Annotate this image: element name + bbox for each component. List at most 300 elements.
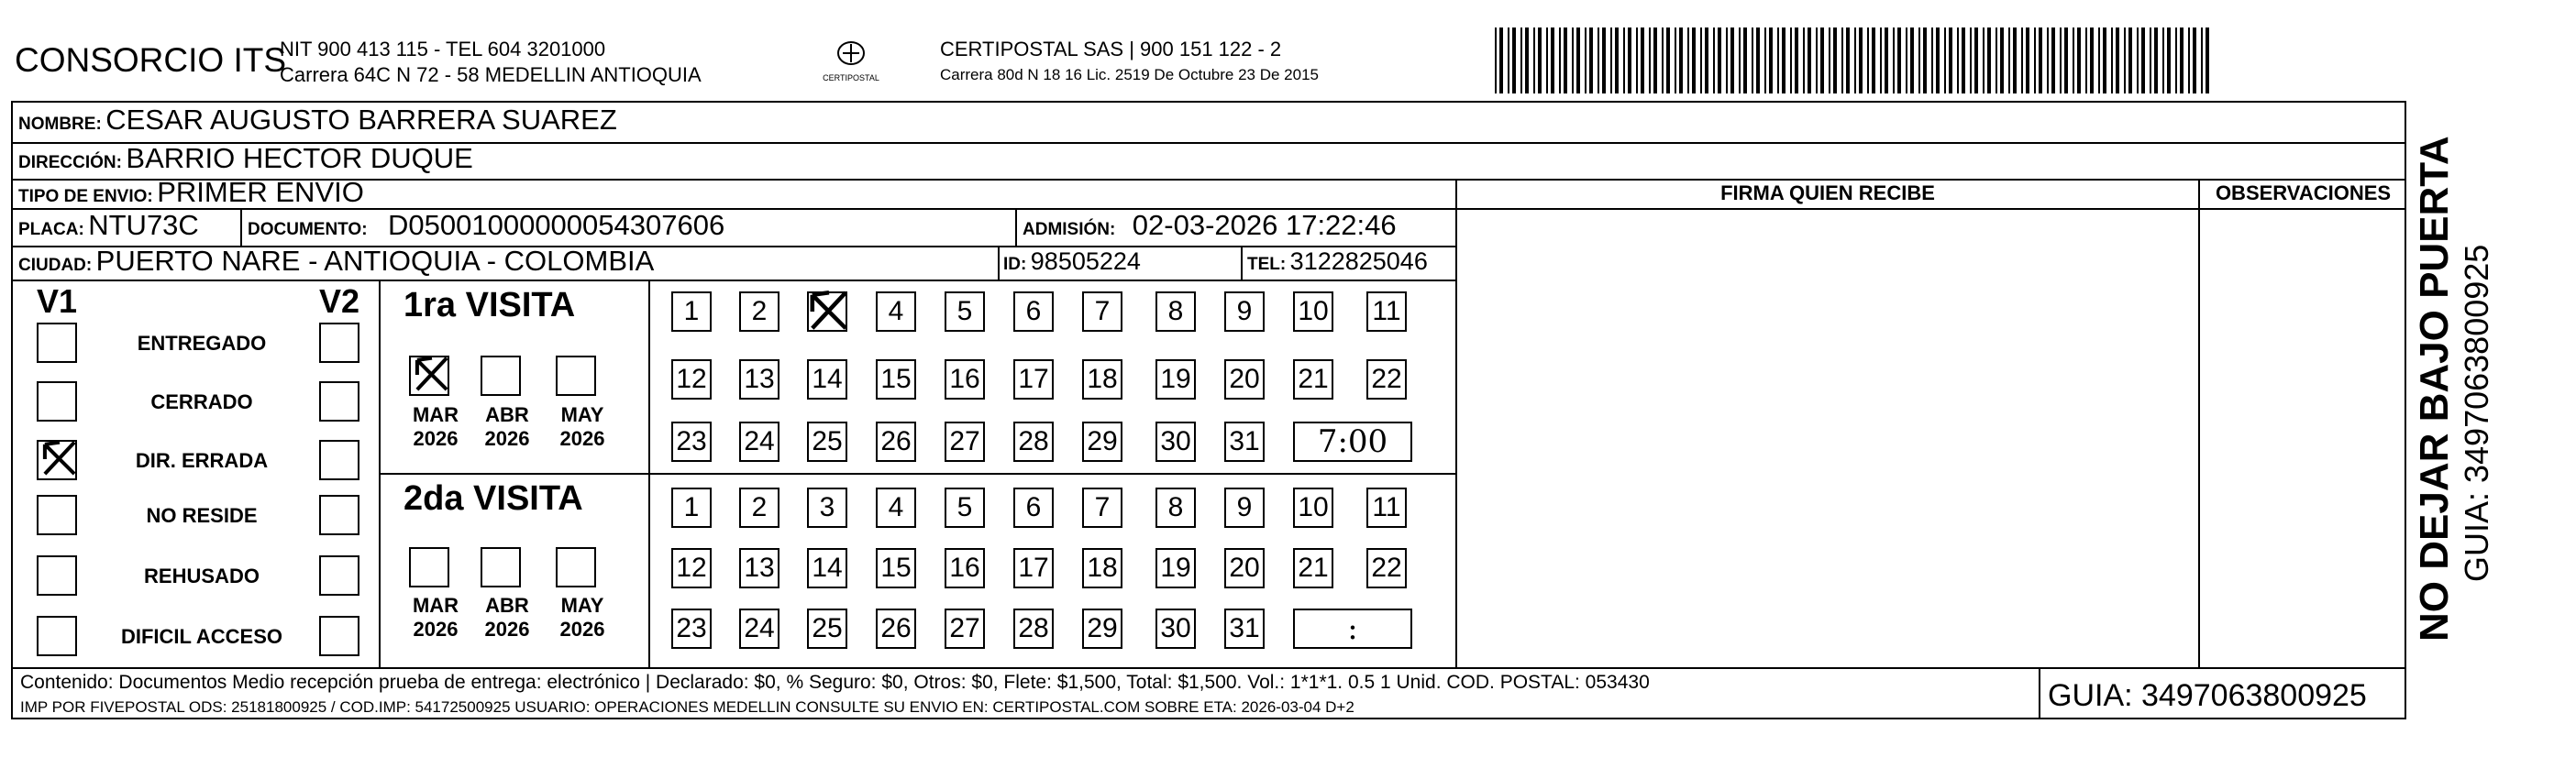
day-cell[interactable] [1155,422,1196,462]
col-divider [1015,208,1017,246]
v2-checkbox[interactable] [319,323,359,363]
day-number: 22 [1371,364,1402,394]
day-number: 2 [751,296,768,326]
day-number: 23 [676,613,707,643]
day-cell[interactable] [1082,359,1122,400]
barcode-bar [1854,27,1856,93]
barcode-bar [1615,27,1619,93]
day-cell[interactable] [1082,488,1122,528]
id-row [1003,247,1141,276]
day-cell[interactable] [1224,548,1265,588]
barcode-bar [1602,27,1606,93]
time-value: : [1347,610,1358,647]
tel-label: TEL: [1247,255,1287,274]
v2-checkbox[interactable] [319,440,359,480]
barcode-bar [1551,27,1554,93]
barcode-bar [2111,27,2113,93]
day-cell[interactable] [1366,359,1407,400]
check-mark [39,438,81,485]
barcode-bar [1653,27,1657,93]
day-number: 18 [1087,553,1118,583]
barcode-bar [1983,27,1985,93]
ciudad-value: PUERTO NARE - ANTIOQUIA - COLOMBIA [95,245,655,277]
barcode-bar [1880,27,1882,93]
day-cell[interactable] [671,359,712,400]
barcode-bar [1885,27,1888,93]
documento-label: DOCUMENTO: [248,220,368,239]
v1-checkbox[interactable] [37,323,77,363]
status-option-label: REHUSADO [144,565,260,587]
day-number: 7 [1094,296,1111,326]
day-number: 26 [880,613,912,643]
day-number: 12 [676,553,707,583]
direccion-value: BARRIO HECTOR DUQUE [126,142,473,174]
v2-checkbox[interactable] [319,381,359,422]
day-number: 16 [949,553,980,583]
barcode-bar [2051,27,2055,93]
day-number: 9 [1236,492,1253,522]
barcode-bar [2090,27,2094,93]
barcode-bar [1687,27,1689,93]
barcode-bar [2116,27,2119,93]
day-cell[interactable] [876,548,916,588]
barcode-bar [2124,27,2126,93]
time-field[interactable] [1293,422,1412,462]
month-name: MAR [412,594,459,617]
placa-value: NTU73C [88,209,199,241]
barcode-bar [1777,27,1779,93]
day-cell[interactable] [1293,359,1333,400]
row-divider [379,473,1455,475]
v1-checkbox[interactable] [37,440,77,480]
day-number: 29 [1087,426,1118,456]
day-number: 17 [1018,553,1049,583]
barcode-bar [1820,27,1824,93]
barcode-bar [1996,27,1997,93]
day-number: 25 [812,426,843,456]
barcode-bar [1923,27,1927,93]
v2-checkbox[interactable] [319,555,359,596]
day-cell[interactable] [807,359,847,400]
ciudad-label: CIUDAD: [18,256,93,275]
day-cell[interactable] [876,291,916,332]
day-cell[interactable] [671,291,712,332]
day-cell[interactable] [1013,548,1054,588]
day-cell[interactable] [1013,422,1054,462]
day-number: 17 [1018,364,1049,394]
day-number: 27 [949,613,980,643]
day-cell[interactable] [1082,548,1122,588]
direccion-row [18,142,473,175]
col-divider [1455,179,1457,667]
barcode-bar [2167,27,2171,93]
col-divider [2039,667,2040,719]
barcode-bar [1846,27,1850,93]
row-divider [11,280,1455,281]
barcode-bar [2047,27,2049,93]
day-cell[interactable] [1082,291,1122,332]
barcode-bar [2193,27,2196,93]
footer-contenido: Contenido: Documentos Medio recepción prueba de entrega: electrónico | Declarado: $0, % Seguro: $0, Otros: $0, Flete: $1,500, Total: $1,500. Vol.: 1*1*1. 0.5 1 Unid. COD. POSTAL: 053430 [20,672,1650,693]
day-cell[interactable] [1293,291,1333,332]
day-number: 22 [1371,553,1402,583]
barcode-bar [2206,27,2209,93]
day-number: 8 [1167,492,1184,522]
svg-text:CERTIPOSTAL: CERTIPOSTAL [823,73,879,82]
day-number: 28 [1018,426,1049,456]
day-number: 21 [1298,364,1329,394]
day-cell[interactable] [739,488,779,528]
day-number: 27 [949,426,980,456]
day-cell[interactable] [1155,291,1196,332]
day-number: 23 [676,426,707,456]
day-number: 19 [1160,553,1191,583]
barcode-bar [1585,27,1587,93]
barcode-bar [2128,27,2132,93]
nombre-label: NOMBRE: [18,115,102,134]
footer-guia: GUIA: 3497063800925 [2048,678,2367,713]
day-cell[interactable] [1224,291,1265,332]
day-number: 26 [880,426,912,456]
barcode-bar [2026,27,2029,93]
day-number: 8 [1167,296,1184,326]
barcode-bar [1764,27,1766,93]
barcode-bar [1897,27,1901,93]
barcode-bar [1893,27,1895,93]
barcode-bar [1910,27,1914,93]
month-checkbox[interactable] [556,356,596,396]
barcode-bar [1829,27,1830,93]
tipo-value: PRIMER ENVIO [157,176,364,208]
day-number: 15 [880,553,912,583]
day-cell[interactable] [1013,359,1054,400]
barcode-bar [1623,27,1625,93]
barcode-bar [2000,27,2004,93]
day-number: 4 [888,492,904,522]
barcode-bar [2141,27,2145,93]
company-nit: NIT 900 413 115 - TEL 604 3201000 [280,38,606,60]
barcode-bar [1987,27,1991,93]
day-cell[interactable] [1155,548,1196,588]
day-cell[interactable] [1155,488,1196,528]
v2-label: V2 [319,282,360,320]
barcode-bar [2013,27,2017,93]
month-name: MAR [412,403,459,426]
barcode-bar [1872,27,1875,93]
documento-row [248,209,724,242]
day-cell[interactable] [1293,548,1333,588]
month-name: MAY [560,594,604,617]
day-number: 31 [1229,426,1260,456]
barcode-bar [1610,27,1612,93]
status-option-label: DIR. ERRADA [135,449,269,472]
day-number: 1 [683,492,700,522]
signature-header: FIRMA QUIEN RECIBE [1720,181,1935,204]
day-cell[interactable] [945,609,985,649]
barcode-bar [2137,27,2139,93]
admision-value: 02-03-2026 17:22:46 [1132,209,1397,241]
day-number: 21 [1298,553,1329,583]
barcode-bar [1546,27,1548,93]
barcode-bar [1782,27,1786,93]
barcode-bar [2154,27,2158,93]
barcode [1495,27,2219,93]
month-checkbox[interactable] [481,547,521,587]
barcode-bar [1756,27,1760,93]
day-cell[interactable] [1224,488,1265,528]
barcode-bar [2188,27,2190,93]
barcode-bar [1957,27,1959,93]
day-number: 13 [744,553,775,583]
barcode-bar [1538,27,1542,93]
barcode-bar [1918,27,1920,93]
barcode-bar [1949,27,1952,93]
day-cell[interactable] [1013,291,1054,332]
day-number: 20 [1229,553,1260,583]
v2-checkbox[interactable] [319,616,359,656]
day-cell[interactable] [876,488,916,528]
v1-checkbox[interactable] [37,381,77,422]
placa-label: PLACA: [18,220,84,239]
month-checkbox[interactable] [409,547,449,587]
v1-checkbox[interactable] [37,555,77,596]
day-cell[interactable] [1224,422,1265,462]
day-number: 5 [956,296,973,326]
month-label [550,594,614,642]
day-number: 28 [1018,613,1049,643]
barcode-bar [1867,27,1869,93]
barcode-bar [1970,27,1972,93]
day-number: 31 [1229,613,1260,643]
barcode-bar [1906,27,1907,93]
day-number: 19 [1160,364,1191,394]
barcode-bar [1769,27,1773,93]
barcode-bar [1859,27,1863,93]
barcode-bar [1974,27,1978,93]
month-year: 2026 [559,427,605,450]
day-cell[interactable] [1224,609,1265,649]
barcode-bar [1508,27,1509,93]
barcode-bar [2039,27,2042,93]
status-option-label: NO RESIDE [146,504,258,527]
month-checkbox[interactable] [481,356,521,396]
barcode-bar [1808,27,1811,93]
certipostal-logo [810,37,892,90]
month-year: 2026 [413,618,459,641]
barcode-bar [1692,27,1696,93]
day-cell[interactable] [671,548,712,588]
day-number: 9 [1236,296,1253,326]
day-number: 16 [949,364,980,394]
v1-label: V1 [37,282,78,320]
barcode-bar [1675,27,1676,93]
barcode-bar [1520,27,1522,93]
barcode-bar [1641,27,1644,93]
day-cell[interactable] [945,291,985,332]
day-number: 4 [888,296,904,326]
barcode-bar [2073,27,2074,93]
day-cell[interactable] [739,609,779,649]
barcode-bar [2064,27,2068,93]
month-name: ABR [485,403,529,426]
day-cell[interactable] [1366,291,1407,332]
day-cell[interactable] [1293,488,1333,528]
barcode-bar [1936,27,1940,93]
month-label [404,403,468,451]
day-number: 14 [812,553,843,583]
footer-imp: IMP POR FIVEPOSTAL ODS: 25181800925 / COD.IMP: 54172500925 USUARIO: OPERACIONES MEDELLIN CONSULTE SU ENVIO EN: CERTIPOSTAL.COM SOBRE ETA: 2026-03-04 D+2 [20,698,1354,716]
barcode-bar [1572,27,1574,93]
side-guia: GUIA: 3497063800925 [2458,244,2495,582]
status-option-label: ENTREGADO [137,332,267,355]
day-cell[interactable] [1082,422,1122,462]
barcode-bar [2085,27,2087,93]
day-cell[interactable] [1082,609,1122,649]
col-divider [998,246,1000,280]
barcode-bar [1666,27,1670,93]
day-number: 13 [744,364,775,394]
day-number: 12 [676,364,707,394]
month-year: 2026 [413,427,459,450]
day-number: 24 [744,613,775,643]
day-cell[interactable] [1155,359,1196,400]
barcode-bar [2103,27,2106,93]
barcode-bar [1525,27,1529,93]
day-cell[interactable] [1013,488,1054,528]
v1-checkbox[interactable] [37,495,77,535]
day-cell[interactable] [807,548,847,588]
barcode-bar [1931,27,1933,93]
documento-value: D05001000000054307606 [388,209,725,241]
id-value: 98505224 [1030,247,1141,275]
barcode-bar [2180,27,2184,93]
status-option-label: DIFICIL ACCESO [120,625,282,648]
day-cell[interactable] [807,291,847,332]
month-checkbox[interactable] [556,547,596,587]
day-cell[interactable] [1366,488,1407,528]
barcode-bar [1730,27,1734,93]
day-cell[interactable] [876,422,916,462]
barcode-bar [1636,27,1638,93]
day-cell[interactable] [876,359,916,400]
barcode-bar [2175,27,2177,93]
barcode-bar [1833,27,1837,93]
day-cell[interactable] [1224,359,1265,400]
barcode-bar [1649,27,1651,93]
id-label: ID: [1003,255,1027,274]
admision-label: ADMISIÓN: [1023,220,1116,239]
barcode-bar [1790,27,1792,93]
barcode-bar [1679,27,1683,93]
day-number: 30 [1160,426,1191,456]
day-cell[interactable] [807,488,847,528]
barcode-bar [1589,27,1593,93]
day-cell[interactable] [739,548,779,588]
day-cell[interactable] [1366,548,1407,588]
day-cell[interactable] [807,422,847,462]
v2-checkbox[interactable] [319,495,359,535]
day-number: 3 [819,492,835,522]
barcode-bar [1598,27,1599,93]
barcode-bar [1816,27,1818,93]
day-cell[interactable] [945,548,985,588]
month-label [475,594,539,642]
barcode-bar [1743,27,1747,93]
day-cell[interactable] [876,609,916,649]
day-number: 11 [1372,492,1401,522]
courier-address: Carrera 80d N 18 16 Lic. 2519 De Octubre 23 De 2015 [940,66,1319,83]
barcode-bar [1705,27,1708,93]
company-address: Carrera 64C N 72 - 58 MEDELLIN ANTIOQUIA [280,63,702,86]
barcode-bar [1576,27,1580,93]
day-number: 25 [812,613,843,643]
barcode-bar [2150,27,2151,93]
day-number: 6 [1025,492,1042,522]
day-cell[interactable] [739,359,779,400]
day-cell[interactable] [739,291,779,332]
barcode-bar [1795,27,1798,93]
month-label [475,403,539,451]
time-value: 7:00 [1317,423,1388,460]
day-cell[interactable] [671,609,712,649]
barcode-bar [1726,27,1728,93]
day-number: 18 [1087,364,1118,394]
day-cell[interactable] [945,359,985,400]
barcode-bar [1700,27,1702,93]
tel-row [1247,247,1428,276]
status-option-label: CERRADO [150,390,253,413]
col-divider [240,208,242,246]
admision-row [1023,209,1397,242]
day-cell[interactable] [945,422,985,462]
month-year: 2026 [484,427,530,450]
day-cell[interactable] [1155,609,1196,649]
day-cell[interactable] [739,422,779,462]
v1-checkbox[interactable] [37,616,77,656]
time-field[interactable] [1293,609,1412,649]
month-checkbox[interactable] [409,356,449,396]
row-divider [11,667,2406,669]
company-name: CONSORCIO ITS [15,41,287,79]
day-number: 7 [1094,492,1111,522]
barcode-bar [2077,27,2081,93]
barcode-bar [1739,27,1741,93]
day-cell[interactable] [945,488,985,528]
barcode-bar [2034,27,2036,93]
day-number: 30 [1160,613,1191,643]
barcode-bar [2008,27,2010,93]
direccion-label: DIRECCIÓN: [18,153,122,172]
day-number: 1 [683,296,700,326]
barcode-bar [1944,27,1946,93]
col-divider [2198,179,2200,667]
day-cell[interactable] [1013,609,1054,649]
barcode-bar [2201,27,2203,93]
day-number: 20 [1229,364,1260,394]
day-cell[interactable] [671,488,712,528]
day-cell[interactable] [807,609,847,649]
barcode-bar [1559,27,1561,93]
barcode-bar [2060,27,2062,93]
day-cell[interactable] [671,422,712,462]
barcode-bar [1564,27,1567,93]
month-label [550,403,614,451]
placa-row [18,209,199,242]
ciudad-row [18,245,654,278]
barcode-bar [1495,27,1497,93]
nombre-row [18,104,617,137]
month-name: MAY [560,403,604,426]
